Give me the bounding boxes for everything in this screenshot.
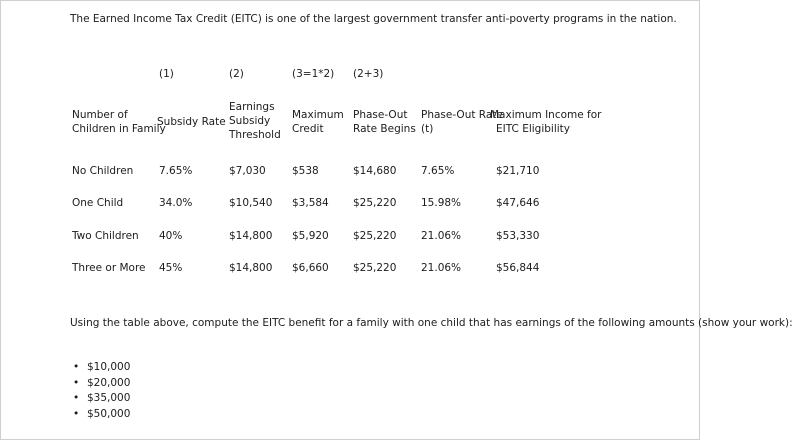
cell-phaseout-rate: 7.65% [421, 165, 455, 177]
list-item [73, 376, 130, 392]
cell-max-income: $21,710 [496, 165, 540, 177]
cell-phaseout-rate: 21.06% [421, 262, 462, 274]
cell-max-income: $56,844 [496, 262, 540, 274]
header-threshold-line1: Earnings [229, 101, 275, 113]
list-item [73, 360, 130, 376]
question-text: Using the table above, compute the EITC benefit for a family with one child that has earnings of the following amounts (show your work): [70, 317, 793, 329]
list-item [73, 407, 130, 423]
cell-threshold: $14,800 [229, 230, 273, 242]
cell-max-credit: $3,584 [292, 197, 329, 209]
earnings-list [73, 360, 130, 422]
header-subsidy-rate: Subsidy Rate [157, 116, 226, 128]
amount-value: $20,000 [87, 376, 131, 389]
header-children-line2: Children in Family [72, 123, 166, 135]
formula-col-1: (1) [159, 68, 174, 80]
cell-subsidy-rate: 45% [159, 262, 183, 274]
cell-phaseout-begins: $25,220 [353, 230, 397, 242]
cell-max-credit: $5,920 [292, 230, 329, 242]
cell-max-credit: $538 [292, 165, 319, 177]
cell-phaseout-rate: 21.06% [421, 230, 462, 242]
cell-subsidy-rate: 34.0% [159, 197, 193, 209]
formula-col-4: (2+3) [353, 68, 384, 80]
header-max-credit-line2: Credit [292, 123, 324, 135]
header-max-income-line2: EITC Eligibility [496, 123, 570, 135]
cell-subsidy-rate: 40% [159, 230, 183, 242]
row-label: Three or More [72, 262, 146, 274]
header-phaseout-rate-line2: (t) [421, 123, 434, 135]
header-phaseout-rate-line1: Phase-Out Rate [421, 109, 503, 121]
header-children-line1: Number of [72, 109, 128, 121]
cell-subsidy-rate: 7.65% [159, 165, 193, 177]
row-label: Two Children [72, 230, 139, 242]
cell-threshold: $7,030 [229, 165, 266, 177]
bullet-icon: • [73, 392, 80, 404]
bullet-icon: • [73, 376, 80, 389]
row-label: No Children [72, 165, 134, 177]
row-label: One Child [72, 197, 124, 209]
header-phaseout-begins-line1: Phase-Out [353, 109, 408, 121]
formula-col-2: (2) [229, 68, 244, 80]
amount-value: $35,000 [87, 392, 131, 404]
cell-threshold: $10,540 [229, 197, 273, 209]
formula-col-3: (3=1*2) [292, 68, 335, 80]
bullet-icon: • [73, 361, 80, 373]
cell-threshold: $14,800 [229, 262, 273, 274]
cell-phaseout-rate: 15.98% [421, 197, 462, 209]
cell-phaseout-begins: $25,220 [353, 262, 397, 274]
header-max-income-line1: Maximum Income for [490, 109, 602, 121]
header-threshold-line3: Threshold [229, 129, 281, 141]
list-item [73, 391, 130, 407]
amount-value: $10,000 [87, 361, 131, 373]
cell-max-income: $47,646 [496, 197, 540, 209]
header-phaseout-begins-line2: Rate Begins [353, 123, 416, 135]
header-threshold-line2: Subsidy [229, 115, 271, 127]
amount-value: $50,000 [87, 407, 131, 420]
header-max-credit-line1: Maximum [292, 109, 344, 121]
cell-max-income: $53,330 [496, 230, 540, 242]
cell-phaseout-begins: $14,680 [353, 165, 397, 177]
cell-max-credit: $6,660 [292, 262, 329, 274]
bullet-icon: • [73, 407, 80, 420]
intro-text: The Earned Income Tax Credit (EITC) is one of the largest government transfer anti-poverty programs in the nation. [70, 13, 677, 25]
cell-phaseout-begins: $25,220 [353, 197, 397, 209]
